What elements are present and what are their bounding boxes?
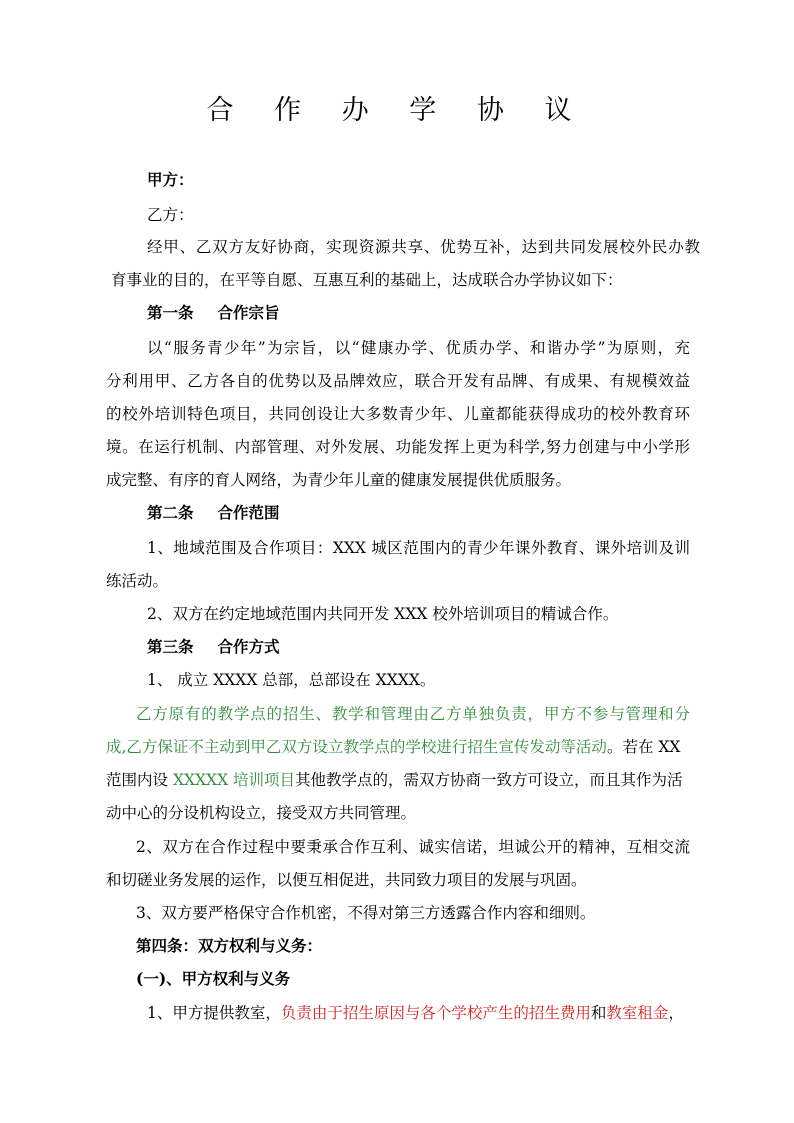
article-3-para-line-1: 乙方原有的教学点的招生、教学和管理由乙方单独负责，甲方不参与管理和分 <box>136 705 690 723</box>
article-3-para-line-2 <box>106 737 690 757</box>
article-2-number: 第二条 <box>147 503 194 522</box>
article-2-item-2: 2、双方在约定地域范围内共同开发 XXX 校外培训项目的精诚合作。 <box>147 605 619 623</box>
article-3-number: 第三条 <box>147 637 194 656</box>
article-1-line-5: 成完整、有序的育人网络，为青少年儿童的健康发展提供优质服务。 <box>106 471 572 489</box>
article-1-number: 第一条 <box>147 303 194 322</box>
article-3-para-line-2-black: 。若在 XX <box>606 738 681 756</box>
intro-line-1: 经甲、乙双方友好协商，实现资源共享、优势互补，达到共同发展校外民办教 <box>147 238 700 256</box>
article-3-para-line-4: 动中心的分设机构设立，接受双方共同管理。 <box>106 804 417 822</box>
article-1-line-4: 境。在运行机制、内部管理、对外发展、功能发挥上更为科学,努力创建与中小学形 <box>106 438 690 456</box>
article-3-item-1: 1、 成立 XXXX 总部，总部设在 XXXX。 <box>147 671 436 689</box>
article-3-para-line-3-green: XXXXX 培训项目 <box>172 771 296 789</box>
document-title: 合 作 办 学 协 议 <box>206 95 588 126</box>
article-3-item-2-line-1: 2、双方在合作过程中要秉承合作互利、诚实信诺，坦诚公开的精神，互相交流 <box>136 838 690 856</box>
article-1-heading <box>147 303 280 323</box>
article-2-title: 合作范围 <box>217 503 280 522</box>
article-3-para-line-3 <box>106 770 683 790</box>
article-2-item-1-line-1: 1、地域范围及合作项目：XXX 城区范围内的青少年课外教育、课外培训及训 <box>147 539 690 557</box>
article-1-line-3: 的校外培训特色项目，共同创设让大多数青少年、儿童都能获得成功的校外教育环 <box>106 405 690 423</box>
article-2-heading <box>147 503 280 523</box>
article-3-para-line-3-a: 范围内设 <box>106 771 173 789</box>
article-1-line-2: 分利用甲、乙方各自的优势以及品牌效应，联合开发有品牌、有成果、有规模效益 <box>106 372 690 390</box>
article-3-item-2-line-2: 和切磋业务发展的运作，以便互相促进，共同致力项目的发展与巩固。 <box>106 871 587 889</box>
article-4-sub-1: (一)、甲方权利与义务 <box>136 969 291 988</box>
article-1-title: 合作宗旨 <box>217 303 280 322</box>
article-2-item-1-line-2: 练活动。 <box>106 572 169 590</box>
article-4-item-1-b: 和 <box>590 1004 607 1022</box>
article-3-heading <box>147 637 280 657</box>
article-4-heading: 第四条：双方权利与义务： <box>136 936 323 955</box>
article-4-item-1-red-2: 教室租金 <box>606 1004 669 1022</box>
article-4-item-1 <box>147 1003 684 1023</box>
party-b-label: 乙方： <box>147 206 194 224</box>
article-3-title: 合作方式 <box>217 637 280 656</box>
article-4-item-1-red-1: 负责由于招生原因与各个学校产生的招生费用 <box>280 1004 591 1022</box>
article-3-para-line-3-b: 其他教学点的，需双方协商一致方可设立，而且其作为活 <box>295 771 683 789</box>
article-3-para-line-2-green: 成,乙方保证不主动到甲乙双方设立教学点的学校进行招生宣传发动等活动 <box>106 738 607 756</box>
article-1-line-1: 以“服务青少年”为宗旨，以“健康办学、优质办学、和谐办学”为原则，充 <box>147 339 690 357</box>
article-4-item-1-a: 1、甲方提供教室， <box>147 1004 281 1022</box>
article-4-item-1-c: ， <box>668 1004 684 1022</box>
intro-line-2: 育事业的目的，在平等自愿、互惠互利的基础上，达成联合办学协议如下： <box>111 271 623 289</box>
party-a-label: 甲方： <box>147 170 194 189</box>
article-3-item-3: 3、双方要严格保守合作机密，不得对第三方透露合作内容和细则。 <box>136 904 596 922</box>
